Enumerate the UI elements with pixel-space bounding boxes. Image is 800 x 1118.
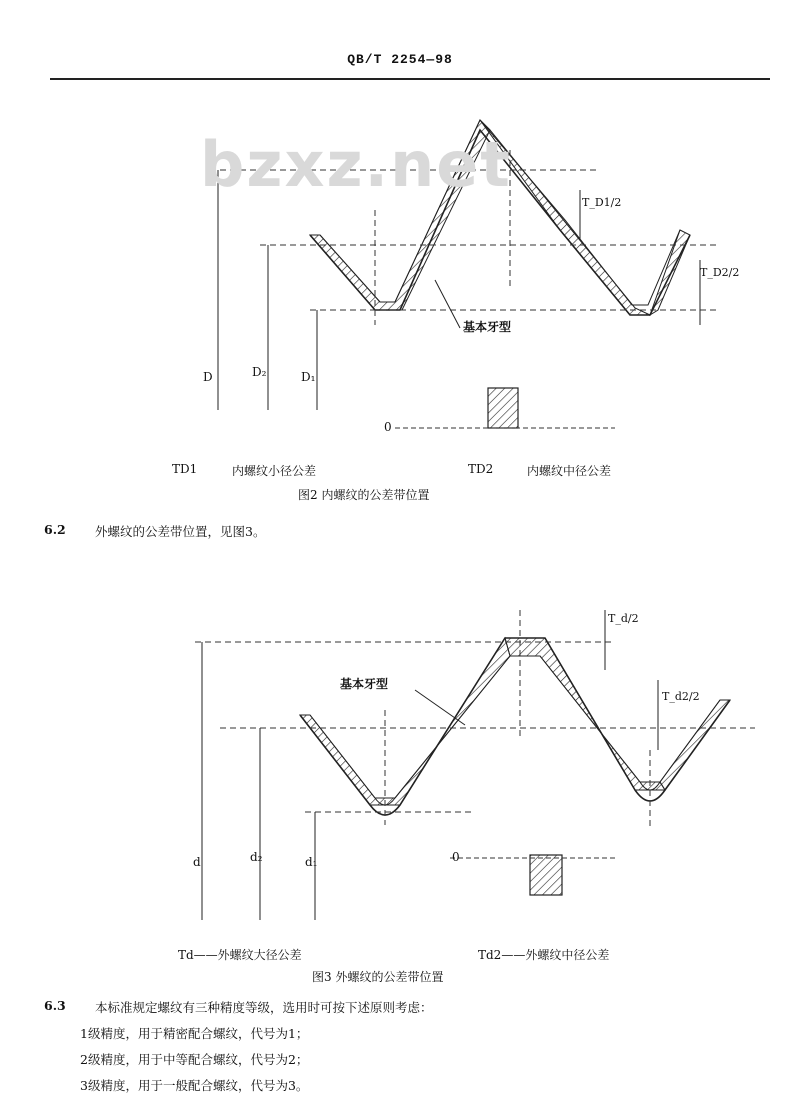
dim-D1-label: D₁ — [301, 370, 316, 384]
td-half-label: T_d/2 — [608, 612, 639, 625]
legend-td-text: Td——外螺纹大径公差 — [178, 948, 302, 962]
header-rule — [50, 78, 770, 80]
legend-td1-text: 内螺纹小径公差 — [232, 464, 317, 478]
basic-profile-label-internal: 基本牙型 — [463, 320, 512, 334]
dim-d-label: d — [193, 855, 201, 869]
td1-half-label: T_D1/2 — [582, 196, 622, 209]
dim-D2-label: D₂ — [252, 365, 267, 379]
legend-td2-text: 内螺纹中径公差 — [527, 464, 612, 478]
legend-td2-text-external: Td2——外螺纹中径公差 — [478, 948, 610, 962]
list-item: 2级精度，用于中等配合螺纹，代号为2； — [80, 1052, 309, 1067]
para-6-3-number: 6.3 — [44, 998, 66, 1013]
list-item: 1级精度，用于精密配合螺纹，代号为1； — [80, 1026, 309, 1041]
dim-d1-label: d₁ — [305, 855, 318, 869]
watermark: bzxz.net — [200, 128, 512, 201]
para-6-2-number: 6.2 — [44, 522, 66, 537]
dim-D-label: D — [203, 370, 213, 384]
dim-d2-label: d₂ — [250, 850, 263, 864]
para-6-2-text: 外螺纹的公差带位置，见图3。 — [95, 524, 266, 539]
td2-half-label: T_D2/2 — [700, 266, 740, 279]
basic-profile-label-external: 基本牙型 — [340, 677, 389, 691]
standard-header: QB/T 2254—98 — [347, 52, 453, 67]
td2-half-label-external: T_d2/2 — [662, 690, 700, 703]
list-item: 3级精度，用于一般配合螺纹，代号为3。 — [80, 1078, 309, 1093]
legend-td2-code: TD2 — [468, 462, 494, 476]
figure-external-thread — [175, 600, 775, 940]
zero-line-label-internal: 0 — [384, 420, 392, 434]
zero-line-label-external: 0 — [452, 850, 460, 864]
figure-3-caption: 图3 外螺纹的公差带位置 — [312, 970, 444, 984]
figure-2-caption: 图2 内螺纹的公差带位置 — [298, 488, 430, 502]
para-6-3-text: 本标准规定螺纹有三种精度等级，选用时可按下述原则考虑： — [95, 1000, 433, 1015]
legend-td1-code: TD1 — [172, 462, 198, 476]
